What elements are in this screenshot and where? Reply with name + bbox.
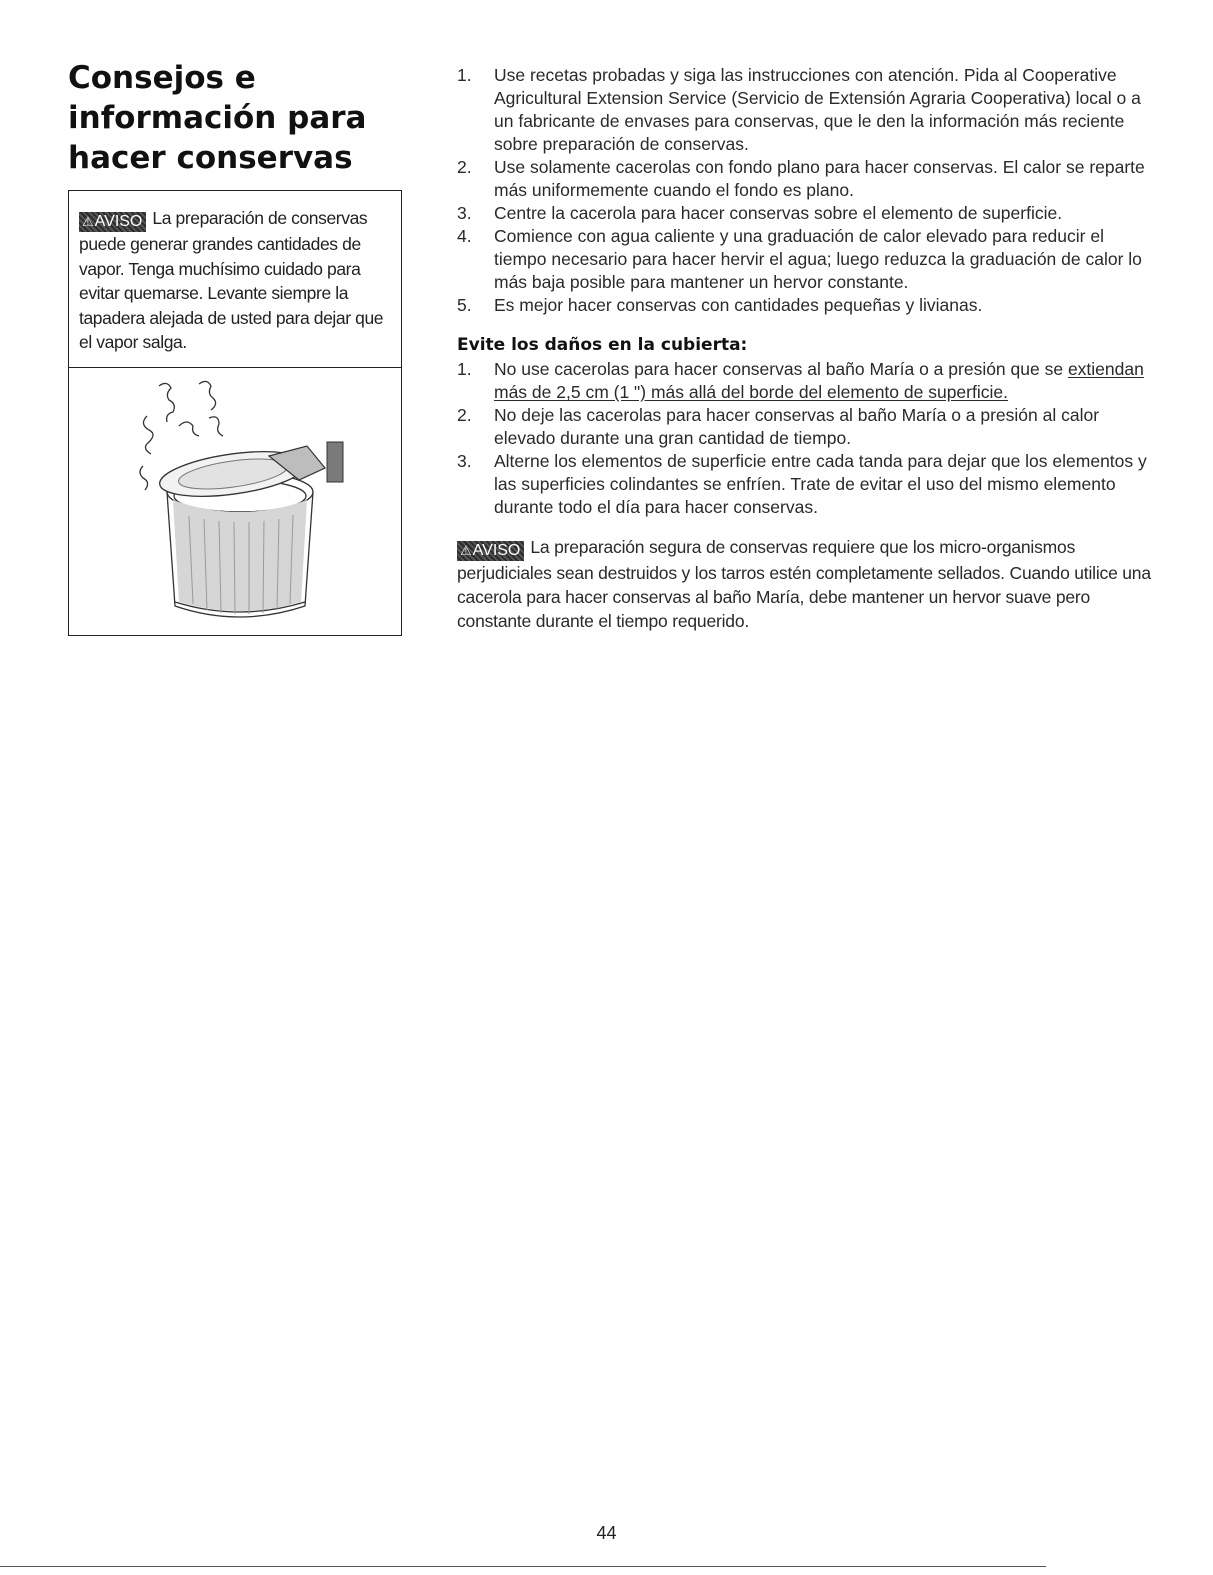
list-item: 5. Es mejor hacer conservas con cantidades pequeñas y livianas.	[457, 295, 983, 315]
list-item: 1. No use cacerolas para hacer conservas al baño María o a presión que se extiendan más de 2,5 cm (1 ") más allá del borde del elemento de superficie.	[457, 359, 1144, 402]
warning-box	[68, 190, 402, 636]
list-item: 4. Comience con agua caliente y una graduación de calor elevado para reducir el tiempo necesario para hacer hervir el agua; luego reduzca la graduación de calor lo más baja posible para mantener un hervor constante.	[457, 226, 1142, 292]
warning-text: La preparación de conservas puede generar grandes cantidades de vapor. Tenga muchísimo cuidado para evitar quemarse. Levante siempre la tapadera alejada de usted para dejar que el vapor salga.	[79, 208, 384, 352]
canning-pot-illustration	[69, 368, 401, 635]
damage-list	[457, 358, 1157, 519]
page-number: 44	[596, 1523, 617, 1543]
list-item: 3. Alterne los elementos de superficie entre cada tanda para dejar que los elementos y las superficies colindantes se enfríen. Trate de evitar el uso del mismo elemento durante todo el día para hacer conservas.	[457, 451, 1147, 517]
aviso-badge: ⚠AVISO	[79, 212, 146, 232]
section-heading: Evite los daños en la cubierta:	[457, 335, 748, 355]
canning-pot-steam-icon	[129, 376, 349, 626]
warning-triangle-icon: ⚠	[460, 543, 472, 558]
page-title: Consejos e información para hacer conservas	[68, 60, 367, 176]
warning-text-block	[69, 191, 401, 368]
list-item: 2. No deje las cacerolas para hacer conservas al baño María o a presión al calor elevado durante una gran cantidad de tiempo.	[457, 405, 1100, 448]
bottom-divider	[0, 1566, 1046, 1567]
list-item: 2. Use solamente cacerolas con fondo plano para hacer conservas. El calor se reparte más uniformemente cuando el fondo es plano.	[457, 157, 1145, 200]
content-column	[457, 64, 1157, 633]
aviso-badge: ⚠AVISO	[457, 541, 524, 561]
warning-paragraph: ⚠AVISO La preparación segura de conservas requiere que los micro-organismos perjudiciales sean destruidos y los tarros estén completamente sellados. Cuando utilice una cacerola para hacer conservas al baño María, debe mantener un hervor suave pero constante durante el tiempo requerido.	[457, 537, 1151, 631]
warning-triangle-icon: ⚠	[82, 214, 94, 229]
list-item: 3. Centre la cacerola para hacer conservas sobre el elemento de superficie.	[457, 203, 1063, 223]
list-item: 1. Use recetas probadas y siga las instrucciones con atención. Pida al Cooperative Agricultural Extension Service (Servicio de Extensión Agraria Cooperativa) local o a un fabricante de envases para conservas, que le den la información más reciente sobre preparación de conservas.	[457, 65, 1141, 154]
tips-list	[457, 64, 1157, 317]
